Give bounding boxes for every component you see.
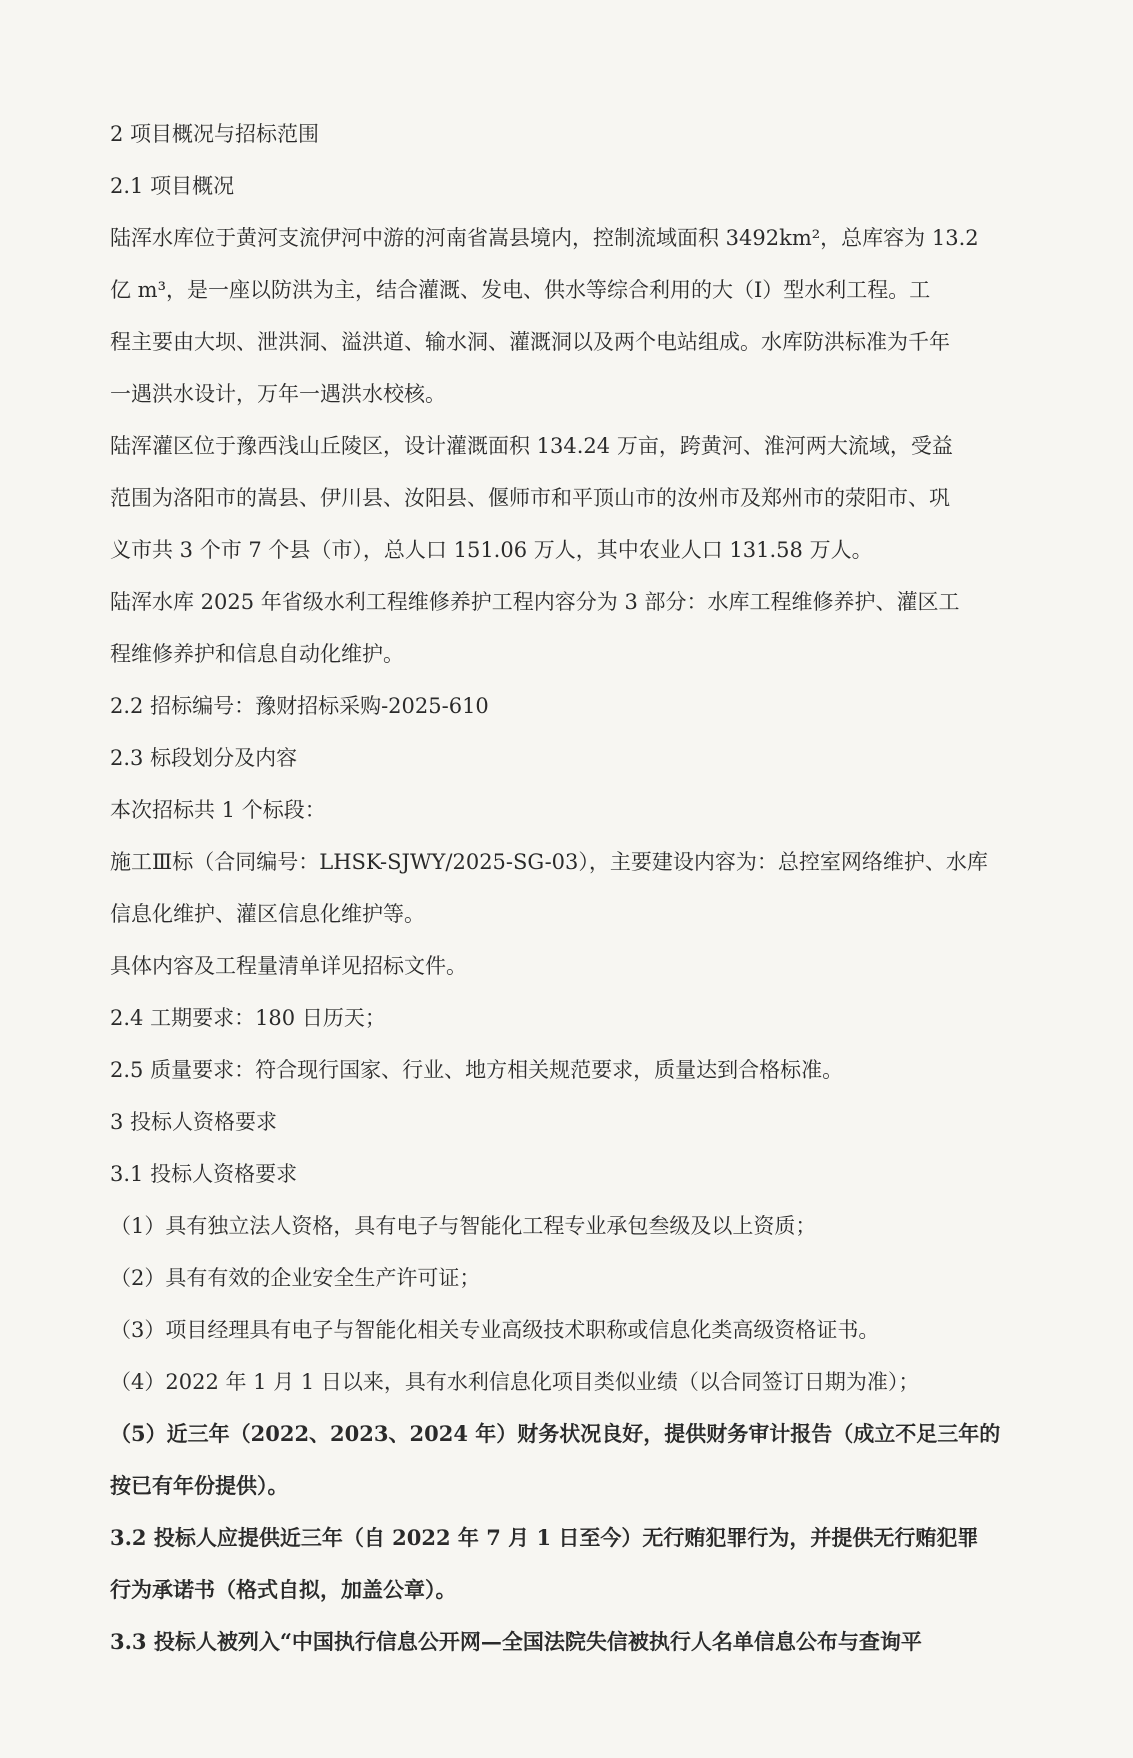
paragraph-line: 本次招标共 1 个标段： <box>110 798 326 822</box>
subsection-heading: 3.1 投标人资格要求 <box>110 1162 298 1186</box>
subsection-heading: 3.3 投标人被列入“中国执行信息公开网—全国法院失信被执行人名单信息公布与查询平 <box>110 1629 922 1654</box>
list-item-continuation: 按已有年份提供）。 <box>110 1473 289 1498</box>
paragraph-line: 义市共 3 个市 7 个县（市），总人口 151.06 万人，其中农业人口 131.58 万人。 <box>110 538 873 562</box>
paragraph-line: 行为承诺书（格式自拟，加盖公章）。 <box>110 1577 457 1602</box>
paragraph-line: 信息化维护、灌区信息化维护等。 <box>110 902 425 926</box>
paragraph-line: 程维修养护和信息自动化维护。 <box>110 642 404 666</box>
paragraph-line: 亿 m³，是一座以防洪为主，结合灌溉、发电、供水等综合利用的大（Ⅰ）型水利工程。工 <box>110 278 931 302</box>
list-item: （5）近三年（2022、2023、2024 年）财务状况良好，提供财务审计报告（成立不足三年的 <box>110 1421 1001 1446</box>
paragraph-line: 陆浑灌区位于豫西浅山丘陵区，设计灌溉面积 134.24 万亩，跨黄河、淮河两大流域，受益 <box>110 434 953 458</box>
subsection-heading: 3.2 投标人应提供近三年（自 2022 年 7 月 1 日至今）无行贿犯罪行为，并提供无行贿犯罪 <box>110 1525 979 1550</box>
section-heading: 3 投标人资格要求 <box>110 1110 278 1134</box>
list-item: （4）2022 年 1 月 1 日以来，具有水利信息化项目类似业绩（以合同签订日期为准）； <box>110 1370 920 1394</box>
paragraph-line: 施工Ⅲ标（合同编号：LHSK-SJWY/2025-SG-03），主要建设内容为：总控室网络维护、水库 <box>110 850 988 874</box>
subsection-heading: 2.5 质量要求：符合现行国家、行业、地方相关规范要求，质量达到合格标准。 <box>110 1058 844 1082</box>
paragraph-line: 范围为洛阳市的嵩县、伊川县、汝阳县、偃师市和平顶山市的汝州市及郑州市的荥阳市、巩 <box>110 486 950 510</box>
paragraph-line: 具体内容及工程量清单详见招标文件。 <box>110 954 467 978</box>
section-heading: 2 项目概况与招标范围 <box>110 122 320 146</box>
list-item: （1）具有独立法人资格，具有电子与智能化工程专业承包叁级及以上资质； <box>110 1214 817 1238</box>
subsection-heading: 2.1 项目概况 <box>110 174 235 198</box>
subsection-heading: 2.2 招标编号：豫财招标采购-2025-610 <box>110 694 489 718</box>
paragraph-line: 陆浑水库 2025 年省级水利工程维修养护工程内容分为 3 部分：水库工程维修养护、灌区工 <box>110 590 960 614</box>
paragraph-line: 一遇洪水设计，万年一遇洪水校核。 <box>110 382 446 406</box>
list-item: （3）项目经理具有电子与智能化相关专业高级技术职称或信息化类高级资格证书。 <box>110 1318 880 1342</box>
paragraph-line: 程主要由大坝、泄洪洞、溢洪道、输水洞、灌溉洞以及两个电站组成。水库防洪标准为千年 <box>110 330 950 354</box>
subsection-heading: 2.4 工期要求：180 日历天； <box>110 1006 386 1030</box>
paragraph-line: 陆浑水库位于黄河支流伊河中游的河南省嵩县境内，控制流域面积 3492km²，总库容为 13.2 <box>110 226 979 250</box>
subsection-heading: 2.3 标段划分及内容 <box>110 746 298 770</box>
list-item: （2）具有有效的企业安全生产许可证； <box>110 1266 481 1290</box>
